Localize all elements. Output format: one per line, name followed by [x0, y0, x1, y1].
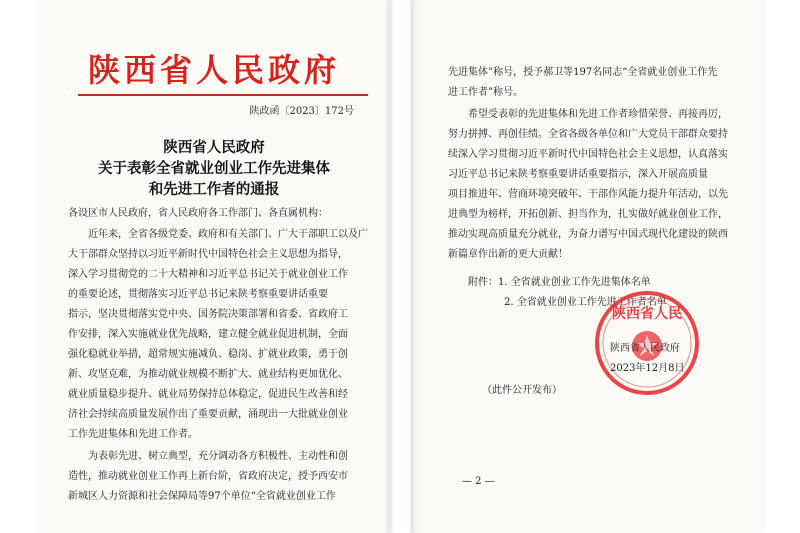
notice-title-line-3: 和先进工作者的通报 [148, 181, 280, 198]
paragraph-3-line: 项目推进年、营商环境突破年、干部作风能力提升年活动，以先 [448, 189, 728, 200]
paragraph-3-line: 续深入学习贯彻习近平新时代中国特色社会主义思想，认真落实 [448, 149, 728, 160]
paragraph-3-line: 习近平总书记来陕考察重要讲话重要指示，深入开展高质量 [448, 169, 708, 180]
paragraph-3-line: 新篇章作出新的更大贡献！ [448, 249, 568, 260]
paragraph-1-line: 新、攻坚克难，为推动就业规模不断扩大、就业结构更加优化、 [68, 369, 348, 380]
paragraph-1-line: 的重要论述，贯彻落实习近平总书记来陕考察重要讲话重要 [68, 289, 328, 300]
page-fold-shadow [384, 0, 390, 533]
paragraph-1-line: 指示，坚决贯彻落实党中央、国务院决策部署和省委、省政府工 [68, 309, 348, 320]
release-note: （此件公开发布） [482, 385, 562, 396]
svg-text:陕西省人民: 陕西省人民 [612, 306, 682, 322]
paragraph-3-line: 进典型为榜样，开拓创新、担当作为，扎实做好就业创业工作， [448, 209, 728, 220]
paragraph-2-line: 造性，推动就业创业工作再上新台阶，省政府决定，授予西安市 [68, 471, 348, 482]
attachment-item-1: 附件：1. 全省就业创业工作先进集体名单 [468, 277, 651, 288]
paragraph-continue-line: 进工作者”称号。 [448, 87, 524, 98]
salutation: 各设区市人民政府，省人民政府各工作部门、各直属机构： [68, 208, 328, 219]
signature-date: 2023年12月8日 [610, 363, 685, 374]
document-page-right [412, 0, 764, 533]
notice-title-line-1: 陕西省人民政府 [163, 139, 265, 156]
signature-organization: 陕西省人民政府 [610, 343, 680, 354]
paragraph-2-line: 为表彰先进、树立典型，充分调动各方积极性、主动性和创 [88, 451, 348, 462]
paragraph-1-line: 作安排，深入实施就业优先战略，建立健全就业促进机制，全面 [68, 329, 348, 340]
paragraph-1-line: 工作先进集体和先进工作者。 [68, 429, 198, 440]
paragraph-3-line: 希望受表彰的先进集体和先进工作者珍惜荣誉、再接再厉， [468, 109, 728, 120]
paragraph-1-line: 就业质量稳步提升、就业局势保持总体稳定，促进民生改善和经 [68, 389, 348, 400]
paragraph-continue-line: 先进集体”称号，授予郝卫等197名同志“全省就业创业工作先 [448, 67, 718, 78]
paragraph-1-line: 近年来，全省各级党委、政府和有关部门、广大干部职工以及广 [88, 229, 368, 240]
paragraph-1-line: 大干部群众坚持以习近平新时代中国特色社会主义思想为指导， [68, 249, 348, 260]
document-number: 陕政函〔2023〕172号 [249, 106, 354, 117]
government-header: 陕西省人民政府 [87, 51, 340, 89]
paragraph-2-line: 新城区人力资源和社会保障局等97个单位“全省就业创业工作 [68, 491, 336, 502]
red-divider-line [78, 94, 368, 96]
paragraph-1-line: 济社会持续高质量发展作出了重要贡献，涌现出一大批就业创业 [68, 409, 348, 420]
paragraph-3-line: 推动实现高质量充分就业，为奋力谱写中国式现代化建设的陕西 [448, 229, 728, 240]
notice-title-line-2: 关于表彰全省就业创业工作先进集体 [98, 160, 330, 177]
paragraph-3-line: 努力拼搏、再创佳绩。全省各级各单位和广大党员干部群众要持 [448, 129, 728, 140]
paragraph-1-line: 深入学习贯彻党的二十大精神和习近平总书记关于就业创业工作 [68, 269, 348, 280]
document-page-left [38, 0, 390, 533]
page-fold-shadow [412, 0, 418, 533]
attachment-item-2: 2. 全省就业创业工作先进工作者名单 [504, 297, 667, 308]
page-number: — 2 — [462, 476, 495, 487]
paragraph-1-line: 强化稳就业举措，超常规实施减负、稳岗、扩就业政策，勇于创 [68, 349, 348, 360]
